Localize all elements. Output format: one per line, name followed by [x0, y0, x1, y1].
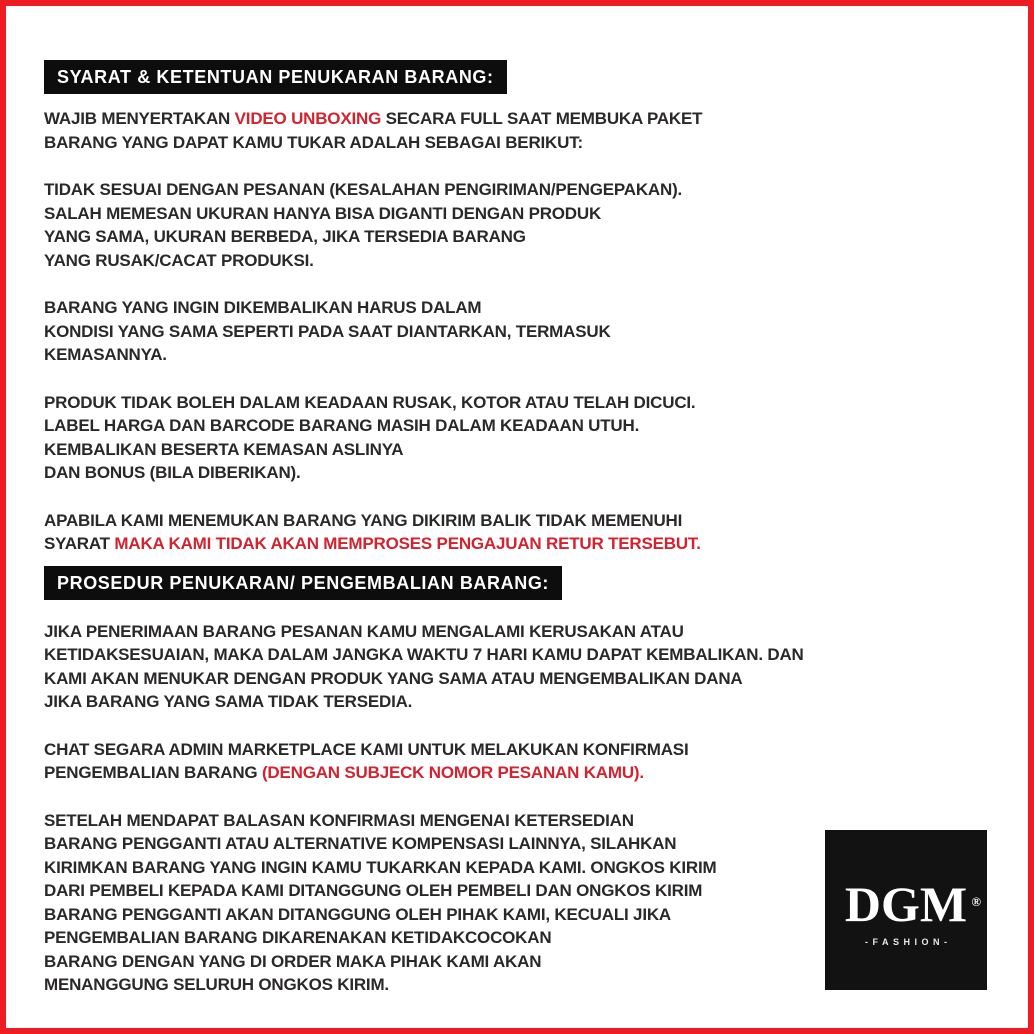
- text-line: BARANG YANG INGIN DIKEMBALIKAN HARUS DALAM: [44, 298, 482, 317]
- text-line: KIRIMKAN BARANG YANG INGIN KAMU TUKARKAN KEPADA KAMI. ONGKOS KIRIM: [44, 857, 717, 877]
- text-line: SALAH MEMESAN UKURAN HANYA BISA DIGANTI DENGAN PRODUK: [44, 203, 602, 223]
- red-highlight-tidak-proses-retur: MAKA KAMI TIDAK AKAN MEMPROSES PENGAJUAN RETUR TERSEBUT.: [114, 534, 701, 553]
- text-line: CHAT SEGARA ADMIN MARKETPLACE KAMI UNTUK MELAKUKAN KONFIRMASI: [44, 739, 689, 759]
- text-segment: SYARAT: [44, 534, 115, 553]
- text-line: KEMBALIKAN BESERTA KEMASAN ASLINYA: [44, 439, 404, 459]
- text-segment: SECARA FULL SAAT MEMBUKA PAKET: [381, 109, 703, 128]
- text-line: KEMASANNYA.: [44, 345, 167, 364]
- paragraph-kondisi-tukar: [44, 178, 998, 272]
- text-line: YANG RUSAK/CACAT PRODUKSI.: [44, 250, 314, 270]
- red-highlight-video-unboxing: VIDEO UNBOXING: [234, 109, 382, 128]
- text-line: JIKA BARANG YANG SAMA TIDAK TERSEDIA.: [44, 692, 413, 711]
- text-line: DAN BONUS (BILA DIBERIKAN).: [44, 463, 301, 482]
- paragraph-kondisi-kembali: [44, 296, 998, 367]
- paragraph-syarat-retur: [44, 509, 998, 556]
- text-line: YANG SAMA, UKURAN BERBEDA, JIKA TERSEDIA BARANG: [44, 227, 526, 246]
- text-line: SETELAH MENDAPAT BALASAN KONFIRMASI MENGENAI KETERSEDIAN: [44, 810, 634, 830]
- section-header-wrap-prosedur: [44, 566, 998, 600]
- logo-brand-text: [844, 876, 982, 932]
- text-line: KETIDAKSESUAIAN, MAKA DALAM JANGKA WAKTU 7 HARI KAMU DAPAT KEMBALIKAN. DAN: [44, 645, 804, 664]
- text-line: TIDAK SESUAI DENGAN PESANAN (KESALAHAN PENGIRIMAN/PENGEPAKAN).: [44, 180, 683, 199]
- section-header-prosedur: PROSEDUR PENUKARAN/ PENGEMBALIAN BARANG:: [44, 566, 562, 600]
- text-segment: WAJIB MENYERTAKAN: [44, 109, 235, 128]
- section-header-syarat: SYARAT & KETENTUAN PENUKARAN BARANG:: [44, 60, 507, 94]
- text-line: [44, 761, 998, 785]
- text-line: PENGEMBALIAN BARANG DIKARENAKAN KETIDAKCOCOKAN: [44, 928, 552, 947]
- section-header-wrap-syarat: [44, 60, 998, 94]
- text-line: JIKA PENERIMAAN BARANG PESANAN KAMU MENGALAMI KERUSAKAN ATAU: [44, 621, 684, 641]
- paragraph-chat-admin: [44, 738, 998, 785]
- text-line: BARANG PENGGANTI ATAU ALTERNATIVE KOMPENSASI LAINNYA, SILAHKAN: [44, 834, 677, 853]
- logo-tagline: -FASHION-: [865, 937, 952, 947]
- paragraph-kondisi-produk: [44, 391, 998, 485]
- dgm-fashion-logo: [825, 830, 987, 990]
- text-line: BARANG YANG DAPAT KAMU TUKAR ADALAH SEBAGAI BERIKUT:: [44, 132, 583, 152]
- text-segment: PENGEMBALIAN BARANG: [44, 763, 262, 782]
- paragraph-video-unboxing: [44, 107, 998, 154]
- text-line: LABEL HARGA DAN BARCODE BARANG MASIH DALAM KEADAAN UTUH.: [44, 416, 640, 435]
- text-line: PRODUK TIDAK BOLEH DALAM KEADAAN RUSAK, KOTOR ATAU TELAH DICUCI.: [44, 392, 696, 412]
- text-line: KAMI AKAN MENUKAR DENGAN PRODUK YANG SAMA ATAU MENGEMBALIKAN DANA: [44, 668, 743, 688]
- text-line: MENANGGUNG SELURUH ONGKOS KIRIM.: [44, 975, 389, 994]
- text-line: KONDISI YANG SAMA SEPERTI PADA SAAT DIANTARKAN, TERMASUK: [44, 321, 611, 341]
- text-line: [44, 532, 998, 556]
- logo-dgm-text: DGM: [844, 876, 968, 932]
- red-highlight-subjek-nomor: (DENGAN SUBJECK NOMOR PESANAN KAMU).: [261, 763, 644, 782]
- text-line: BARANG DENGAN YANG DI ORDER MAKA PIHAK KAMI AKAN: [44, 951, 542, 971]
- text-line: DARI PEMBELI KEPADA KAMI DITANGGUNG OLEH PEMBELI DAN ONGKOS KIRIM: [44, 881, 703, 900]
- paragraph-jangka-waktu: [44, 620, 998, 714]
- text-line: [44, 107, 998, 131]
- text-line: APABILA KAMI MENEMUKAN BARANG YANG DIKIRIM BALIK TIDAK MEMENUHI: [44, 510, 683, 530]
- registered-trademark-icon: ®: [971, 894, 982, 909]
- text-line: BARANG PENGGANTI AKAN DITANGGUNG OLEH PIHAK KAMI, KECUALI JIKA: [44, 904, 671, 924]
